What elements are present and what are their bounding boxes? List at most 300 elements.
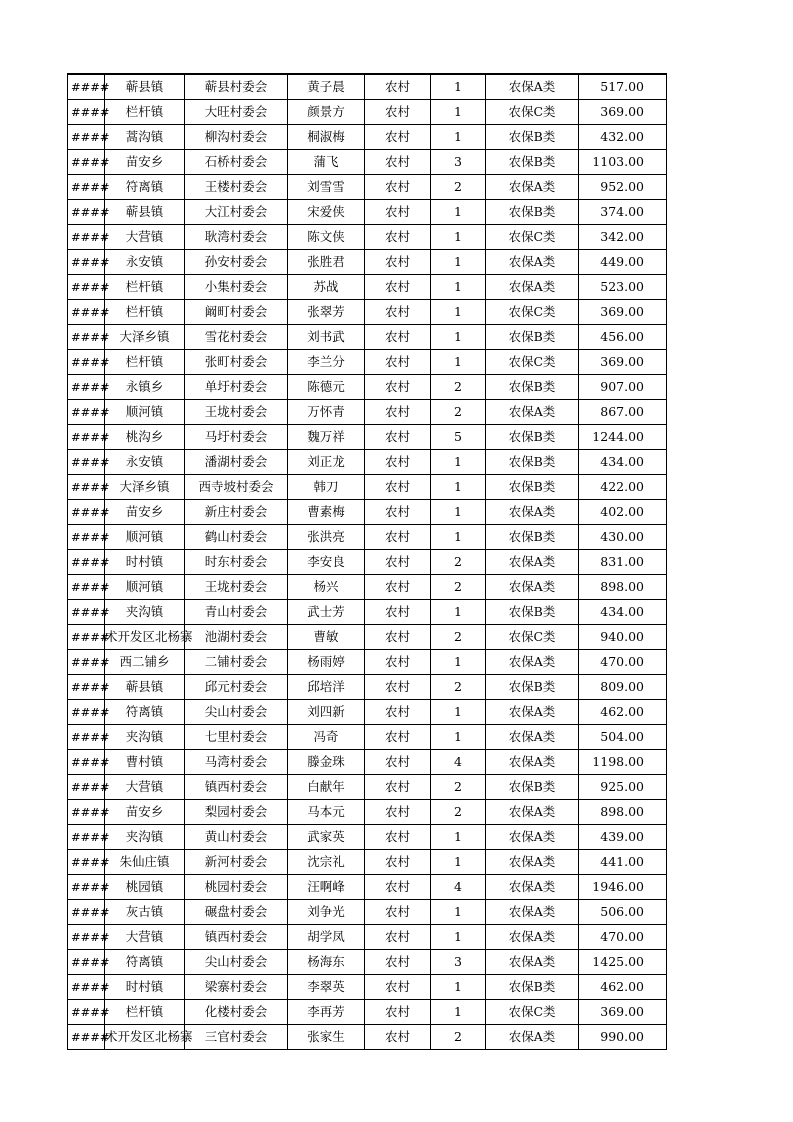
village-cell: 蕲县村委会	[185, 74, 288, 100]
name-cell: 颜景方	[288, 100, 365, 125]
row-id-cell: ####	[68, 500, 105, 525]
table-row	[68, 350, 667, 375]
row-id-cell: ####	[68, 150, 105, 175]
amount-cell: 940.00	[579, 625, 667, 650]
row-id-cell: ####	[68, 800, 105, 825]
type-cell: 农村	[365, 525, 431, 550]
name-cell: 陈德元	[288, 375, 365, 400]
count-cell: 1	[431, 1000, 486, 1025]
village-cell: 孙安村委会	[185, 250, 288, 275]
row-id-cell: ####	[68, 300, 105, 325]
table-row	[68, 825, 667, 850]
count-cell: 1	[431, 975, 486, 1000]
amount-cell: 374.00	[579, 200, 667, 225]
category-cell: 农保B类	[486, 450, 579, 475]
name-cell: 刘雪雪	[288, 175, 365, 200]
row-id-cell: ####	[68, 125, 105, 150]
table-row	[68, 450, 667, 475]
count-cell: 1	[431, 74, 486, 100]
town-cell: 大泽乡镇	[105, 475, 185, 500]
amount-cell: 1425.00	[579, 950, 667, 975]
village-cell: 尖山村委会	[185, 950, 288, 975]
amount-cell: 470.00	[579, 925, 667, 950]
table-row	[68, 800, 667, 825]
amount-cell: 867.00	[579, 400, 667, 425]
town-cell: 永镇乡	[105, 375, 185, 400]
category-cell: 农保C类	[486, 625, 579, 650]
count-cell: 1	[431, 600, 486, 625]
name-cell: 武士芳	[288, 600, 365, 625]
category-cell: 农保B类	[486, 775, 579, 800]
village-cell: 石桥村委会	[185, 150, 288, 175]
name-cell: 桐淑梅	[288, 125, 365, 150]
table-row	[68, 325, 667, 350]
row-id-cell: ####	[68, 650, 105, 675]
table-row	[68, 475, 667, 500]
name-cell: 李再芳	[288, 1000, 365, 1025]
village-cell: 大旺村委会	[185, 100, 288, 125]
table-row	[68, 525, 667, 550]
table-row	[68, 200, 667, 225]
table-row	[68, 550, 667, 575]
village-cell: 张町村委会	[185, 350, 288, 375]
category-cell: 农保A类	[486, 74, 579, 100]
count-cell: 1	[431, 925, 486, 950]
town-cell: 顺河镇	[105, 525, 185, 550]
row-id-cell: ####	[68, 550, 105, 575]
category-cell: 农保B类	[486, 475, 579, 500]
town-cell: 大营镇	[105, 925, 185, 950]
count-cell: 2	[431, 375, 486, 400]
row-id-cell: ####	[68, 350, 105, 375]
name-cell: 李兰分	[288, 350, 365, 375]
type-cell: 农村	[365, 375, 431, 400]
town-cell: 栏杆镇	[105, 300, 185, 325]
table-row	[68, 700, 667, 725]
row-id-cell: ####	[68, 775, 105, 800]
village-cell: 鹤山村委会	[185, 525, 288, 550]
name-cell: 陈文侠	[288, 225, 365, 250]
category-cell: 农保C类	[486, 300, 579, 325]
category-cell: 农保B类	[486, 325, 579, 350]
town-cell: 夹沟镇	[105, 600, 185, 625]
row-id-cell: ####	[68, 750, 105, 775]
table-row	[68, 775, 667, 800]
category-cell: 农保B类	[486, 525, 579, 550]
amount-cell: 369.00	[579, 1000, 667, 1025]
count-cell: 1	[431, 225, 486, 250]
table-row	[68, 650, 667, 675]
category-cell: 农保A类	[486, 900, 579, 925]
amount-cell: 369.00	[579, 100, 667, 125]
name-cell: 宋爱侠	[288, 200, 365, 225]
type-cell: 农村	[365, 950, 431, 975]
table-row	[68, 150, 667, 175]
village-cell: 二铺村委会	[185, 650, 288, 675]
count-cell: 2	[431, 675, 486, 700]
count-cell: 1	[431, 275, 486, 300]
amount-cell: 925.00	[579, 775, 667, 800]
name-cell: 刘书武	[288, 325, 365, 350]
town-cell: 术开发区北杨寨	[105, 1025, 185, 1050]
amount-cell: 432.00	[579, 125, 667, 150]
type-cell: 农村	[365, 325, 431, 350]
count-cell: 3	[431, 950, 486, 975]
category-cell: 农保A类	[486, 575, 579, 600]
table-row	[68, 900, 667, 925]
table-row	[68, 375, 667, 400]
row-id-cell: ####	[68, 825, 105, 850]
town-cell: 曹村镇	[105, 750, 185, 775]
row-id-cell: ####	[68, 1025, 105, 1050]
category-cell: 农保A类	[486, 875, 579, 900]
row-id-cell: ####	[68, 850, 105, 875]
amount-cell: 898.00	[579, 575, 667, 600]
row-id-cell: ####	[68, 200, 105, 225]
count-cell: 2	[431, 800, 486, 825]
row-id-cell: ####	[68, 525, 105, 550]
village-cell: 池湖村委会	[185, 625, 288, 650]
town-cell: 栏杆镇	[105, 1000, 185, 1025]
table-row	[68, 575, 667, 600]
name-cell: 冯奇	[288, 725, 365, 750]
category-cell: 农保B类	[486, 200, 579, 225]
type-cell: 农村	[365, 775, 431, 800]
row-id-cell: ####	[68, 575, 105, 600]
amount-cell: 1103.00	[579, 150, 667, 175]
village-cell: 青山村委会	[185, 600, 288, 625]
count-cell: 2	[431, 1025, 486, 1050]
town-cell: 蒿沟镇	[105, 125, 185, 150]
type-cell: 农村	[365, 225, 431, 250]
amount-cell: 470.00	[579, 650, 667, 675]
type-cell: 农村	[365, 400, 431, 425]
village-cell: 邱元村委会	[185, 675, 288, 700]
town-cell: 时村镇	[105, 550, 185, 575]
category-cell: 农保B类	[486, 675, 579, 700]
type-cell: 农村	[365, 750, 431, 775]
count-cell: 1	[431, 500, 486, 525]
name-cell: 沈宗礼	[288, 850, 365, 875]
town-cell: 符离镇	[105, 700, 185, 725]
amount-cell: 439.00	[579, 825, 667, 850]
table-row	[68, 500, 667, 525]
table-row	[68, 750, 667, 775]
table-row	[68, 100, 667, 125]
amount-cell: 898.00	[579, 800, 667, 825]
town-cell: 顺河镇	[105, 400, 185, 425]
amount-cell: 422.00	[579, 475, 667, 500]
name-cell: 曹敏	[288, 625, 365, 650]
table-row	[68, 400, 667, 425]
village-cell: 新庄村委会	[185, 500, 288, 525]
amount-cell: 506.00	[579, 900, 667, 925]
village-cell: 桃园村委会	[185, 875, 288, 900]
town-cell: 永安镇	[105, 450, 185, 475]
type-cell: 农村	[365, 1025, 431, 1050]
amount-cell: 462.00	[579, 975, 667, 1000]
row-id-cell: ####	[68, 375, 105, 400]
town-cell: 符离镇	[105, 950, 185, 975]
category-cell: 农保A类	[486, 400, 579, 425]
amount-cell: 369.00	[579, 300, 667, 325]
amount-cell: 517.00	[579, 74, 667, 100]
category-cell: 农保C类	[486, 1000, 579, 1025]
type-cell: 农村	[365, 500, 431, 525]
count-cell: 2	[431, 175, 486, 200]
table-row	[68, 425, 667, 450]
table-row	[68, 975, 667, 1000]
type-cell: 农村	[365, 100, 431, 125]
town-cell: 苗安乡	[105, 150, 185, 175]
amount-cell: 809.00	[579, 675, 667, 700]
town-cell: 蕲县镇	[105, 200, 185, 225]
type-cell: 农村	[365, 650, 431, 675]
village-cell: 时东村委会	[185, 550, 288, 575]
name-cell: 张胜君	[288, 250, 365, 275]
amount-cell: 342.00	[579, 225, 667, 250]
count-cell: 1	[431, 450, 486, 475]
amount-cell: 434.00	[579, 450, 667, 475]
name-cell: 张家生	[288, 1025, 365, 1050]
row-id-cell: ####	[68, 725, 105, 750]
amount-cell: 990.00	[579, 1025, 667, 1050]
name-cell: 魏万祥	[288, 425, 365, 450]
row-id-cell: ####	[68, 400, 105, 425]
table-row	[68, 1025, 667, 1050]
table-row	[68, 125, 667, 150]
town-cell: 大营镇	[105, 225, 185, 250]
amount-cell: 434.00	[579, 600, 667, 625]
row-id-cell: ####	[68, 175, 105, 200]
count-cell: 4	[431, 750, 486, 775]
village-cell: 雪花村委会	[185, 325, 288, 350]
town-cell: 苗安乡	[105, 800, 185, 825]
type-cell: 农村	[365, 425, 431, 450]
town-cell: 桃园镇	[105, 875, 185, 900]
name-cell: 刘正龙	[288, 450, 365, 475]
type-cell: 农村	[365, 850, 431, 875]
category-cell: 农保A类	[486, 250, 579, 275]
count-cell: 5	[431, 425, 486, 450]
category-cell: 农保A类	[486, 1025, 579, 1050]
name-cell: 马本元	[288, 800, 365, 825]
table-row	[68, 850, 667, 875]
type-cell: 农村	[365, 575, 431, 600]
row-id-cell: ####	[68, 100, 105, 125]
table-row	[68, 74, 667, 100]
amount-cell: 831.00	[579, 550, 667, 575]
name-cell: 李翠英	[288, 975, 365, 1000]
town-cell: 术开发区北杨寨	[105, 625, 185, 650]
type-cell: 农村	[365, 450, 431, 475]
village-cell: 大江村委会	[185, 200, 288, 225]
town-cell: 顺河镇	[105, 575, 185, 600]
village-cell: 王垅村委会	[185, 575, 288, 600]
category-cell: 农保A类	[486, 700, 579, 725]
town-cell: 蕲县镇	[105, 675, 185, 700]
count-cell: 2	[431, 400, 486, 425]
table-row	[68, 625, 667, 650]
category-cell: 农保A类	[486, 750, 579, 775]
type-cell: 农村	[365, 550, 431, 575]
town-cell: 夹沟镇	[105, 825, 185, 850]
name-cell: 李安良	[288, 550, 365, 575]
table-row	[68, 250, 667, 275]
village-cell: 潘湖村委会	[185, 450, 288, 475]
amount-cell: 449.00	[579, 250, 667, 275]
row-id-cell: ####	[68, 600, 105, 625]
village-cell: 王楼村委会	[185, 175, 288, 200]
village-cell: 单圩村委会	[185, 375, 288, 400]
town-cell: 大泽乡镇	[105, 325, 185, 350]
table-row	[68, 175, 667, 200]
type-cell: 农村	[365, 300, 431, 325]
town-cell: 符离镇	[105, 175, 185, 200]
type-cell: 农村	[365, 700, 431, 725]
category-cell: 农保B类	[486, 150, 579, 175]
type-cell: 农村	[365, 825, 431, 850]
amount-cell: 1244.00	[579, 425, 667, 450]
category-cell: 农保A类	[486, 175, 579, 200]
name-cell: 蒲飞	[288, 150, 365, 175]
village-cell: 化楼村委会	[185, 1000, 288, 1025]
amount-cell: 523.00	[579, 275, 667, 300]
count-cell: 1	[431, 100, 486, 125]
row-id-cell: ####	[68, 475, 105, 500]
table-row	[68, 600, 667, 625]
type-cell: 农村	[365, 725, 431, 750]
amount-cell: 441.00	[579, 850, 667, 875]
count-cell: 1	[431, 525, 486, 550]
table-body	[68, 74, 667, 1050]
count-cell: 1	[431, 700, 486, 725]
village-cell: 柳沟村委会	[185, 125, 288, 150]
count-cell: 4	[431, 875, 486, 900]
amount-cell: 907.00	[579, 375, 667, 400]
count-cell: 1	[431, 825, 486, 850]
count-cell: 1	[431, 200, 486, 225]
type-cell: 农村	[365, 800, 431, 825]
type-cell: 农村	[365, 200, 431, 225]
amount-cell: 456.00	[579, 325, 667, 350]
type-cell: 农村	[365, 250, 431, 275]
category-cell: 农保B类	[486, 125, 579, 150]
name-cell: 刘四新	[288, 700, 365, 725]
town-cell: 栏杆镇	[105, 350, 185, 375]
table-row	[68, 725, 667, 750]
category-cell: 农保A类	[486, 550, 579, 575]
town-cell: 朱仙庄镇	[105, 850, 185, 875]
name-cell: 杨雨婷	[288, 650, 365, 675]
type-cell: 农村	[365, 175, 431, 200]
table-row	[68, 675, 667, 700]
row-id-cell: ####	[68, 925, 105, 950]
town-cell: 蕲县镇	[105, 74, 185, 100]
town-cell: 栏杆镇	[105, 100, 185, 125]
village-cell: 黄山村委会	[185, 825, 288, 850]
name-cell: 胡学凤	[288, 925, 365, 950]
type-cell: 农村	[365, 900, 431, 925]
town-cell: 夹沟镇	[105, 725, 185, 750]
name-cell: 汪啊峰	[288, 875, 365, 900]
count-cell: 1	[431, 650, 486, 675]
town-cell: 时村镇	[105, 975, 185, 1000]
category-cell: 农保A类	[486, 275, 579, 300]
count-cell: 3	[431, 150, 486, 175]
type-cell: 农村	[365, 125, 431, 150]
count-cell: 1	[431, 350, 486, 375]
village-cell: 王垅村委会	[185, 400, 288, 425]
count-cell: 2	[431, 775, 486, 800]
type-cell: 农村	[365, 675, 431, 700]
category-cell: 农保B类	[486, 375, 579, 400]
count-cell: 2	[431, 625, 486, 650]
village-cell: 新河村委会	[185, 850, 288, 875]
name-cell: 杨海东	[288, 950, 365, 975]
village-cell: 马湾村委会	[185, 750, 288, 775]
category-cell: 农保A类	[486, 725, 579, 750]
row-id-cell: ####	[68, 625, 105, 650]
row-id-cell: ####	[68, 875, 105, 900]
category-cell: 农保A类	[486, 825, 579, 850]
type-cell: 农村	[365, 350, 431, 375]
name-cell: 曹素梅	[288, 500, 365, 525]
table-row	[68, 950, 667, 975]
name-cell: 邱培洋	[288, 675, 365, 700]
row-id-cell: ####	[68, 675, 105, 700]
type-cell: 农村	[365, 875, 431, 900]
count-cell: 1	[431, 300, 486, 325]
table-row	[68, 275, 667, 300]
village-cell: 镇西村委会	[185, 925, 288, 950]
row-id-cell: ####	[68, 1000, 105, 1025]
category-cell: 农保C类	[486, 350, 579, 375]
category-cell: 农保A类	[486, 650, 579, 675]
row-id-cell: ####	[68, 450, 105, 475]
row-id-cell: ####	[68, 975, 105, 1000]
name-cell: 万怀青	[288, 400, 365, 425]
village-cell: 七里村委会	[185, 725, 288, 750]
count-cell: 2	[431, 550, 486, 575]
town-cell: 栏杆镇	[105, 275, 185, 300]
village-cell: 小集村委会	[185, 275, 288, 300]
name-cell: 张翠芳	[288, 300, 365, 325]
name-cell: 张洪亮	[288, 525, 365, 550]
amount-cell: 430.00	[579, 525, 667, 550]
amount-cell: 1946.00	[579, 875, 667, 900]
town-cell: 西二铺乡	[105, 650, 185, 675]
count-cell: 2	[431, 575, 486, 600]
town-cell: 苗安乡	[105, 500, 185, 525]
category-cell: 农保B类	[486, 425, 579, 450]
table-row	[68, 1000, 667, 1025]
type-cell: 农村	[365, 600, 431, 625]
name-cell: 韩刀	[288, 475, 365, 500]
village-cell: 三官村委会	[185, 1025, 288, 1050]
village-cell: 梨园村委会	[185, 800, 288, 825]
village-cell: 碾盘村委会	[185, 900, 288, 925]
amount-cell: 462.00	[579, 700, 667, 725]
amount-cell: 369.00	[579, 350, 667, 375]
village-cell: 梁寨村委会	[185, 975, 288, 1000]
table-row	[68, 925, 667, 950]
type-cell: 农村	[365, 275, 431, 300]
amount-cell: 504.00	[579, 725, 667, 750]
count-cell: 1	[431, 900, 486, 925]
count-cell: 1	[431, 725, 486, 750]
row-id-cell: ####	[68, 425, 105, 450]
